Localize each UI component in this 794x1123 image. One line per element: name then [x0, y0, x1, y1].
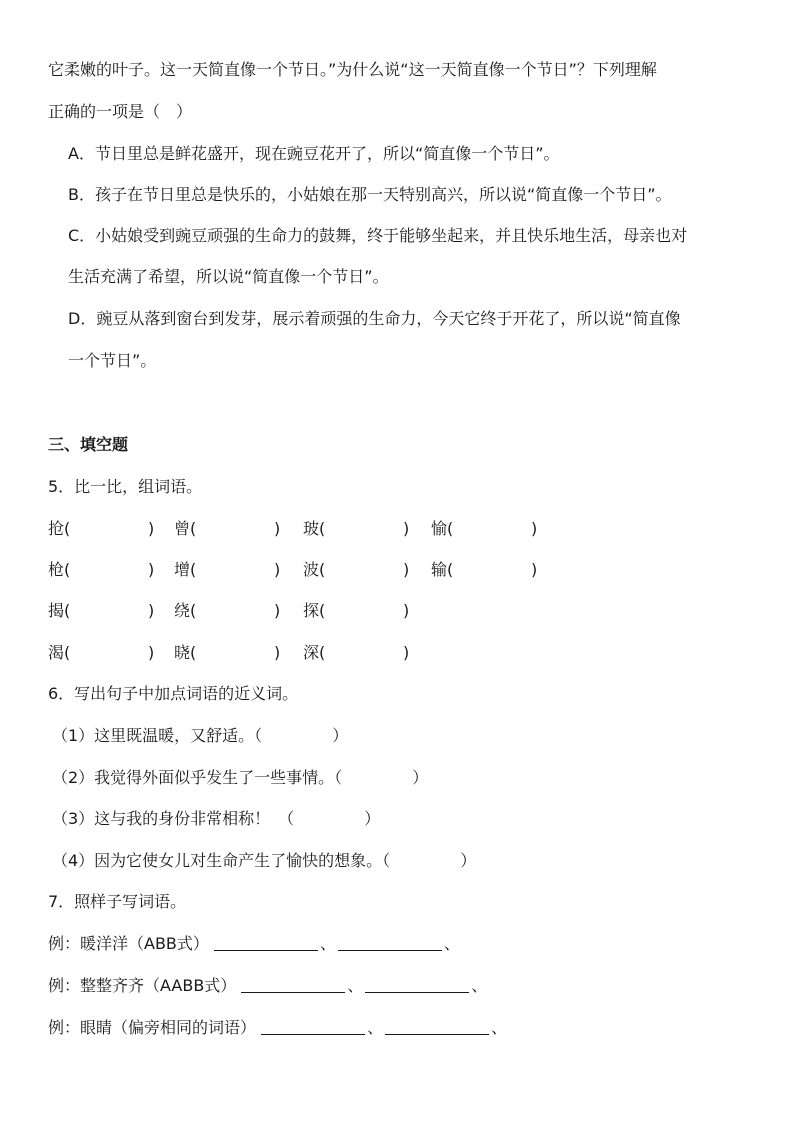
q5-character: 渴: [48, 643, 65, 662]
q6-item-3[interactable]: [52, 808, 380, 830]
close-paren: ）: [364, 809, 381, 828]
q6-item-1[interactable]: [52, 725, 348, 747]
open-paren: (: [64, 643, 71, 662]
q4-text-line2: 正确的一项是（ ）: [48, 102, 193, 121]
q5-cell[interactable]: [174, 642, 294, 664]
close-paren: ）: [412, 768, 429, 787]
q5-cell[interactable]: [174, 600, 294, 622]
q5-cell[interactable]: [174, 559, 294, 581]
close-paren: ): [274, 643, 281, 662]
q5-character: 绕: [174, 601, 191, 620]
separator: 、: [320, 934, 337, 953]
q4-option-d[interactable]: D．豌豆从落到窗台到发芽，展示着顽强的生命力，今天它终于开花了，所以说“简直像: [68, 309, 681, 328]
q7-example-text: 例：整整齐齐（AABB式）: [48, 976, 237, 995]
close-paren: ): [274, 519, 281, 538]
q7-example-text: 例：眼睛（偏旁相同的词语）: [48, 1018, 257, 1037]
q6-item-text: （2）我觉得外面似乎发生了一些事情。（: [52, 768, 343, 787]
q5-cell[interactable]: [303, 559, 423, 581]
q7-example-3: [48, 1017, 509, 1039]
q4-text-line1: 它柔嫩的叶子。这一天简直像一个节日。”为什么说“这一天简直像一个节日”？下列理解: [48, 60, 657, 79]
open-paren: (: [319, 560, 326, 579]
q6-title: 6．写出句子中加点词语的近义词。: [48, 684, 299, 703]
answer-line[interactable]: [365, 976, 469, 993]
open-paren: (: [64, 560, 71, 579]
separator: 、: [347, 976, 364, 995]
open-paren: (: [64, 519, 71, 538]
q5-cell[interactable]: [48, 600, 168, 622]
q5-character: 输: [431, 560, 448, 579]
close-paren: ）: [460, 851, 477, 870]
close-paren: ): [148, 519, 155, 538]
answer-line[interactable]: [338, 934, 442, 951]
open-paren: (: [319, 643, 326, 662]
open-paren: (: [64, 601, 71, 620]
open-paren: (: [447, 560, 454, 579]
answer-line[interactable]: [385, 1018, 489, 1035]
q7-example-2: [48, 975, 489, 997]
open-paren: (: [190, 601, 197, 620]
answer-line[interactable]: [261, 1018, 365, 1035]
separator: 、: [491, 1018, 508, 1037]
q5-title: 5．比一比，组词语。: [48, 477, 203, 496]
q7-title: 7．照样子写词语。: [48, 892, 187, 911]
q6-item-2[interactable]: [52, 767, 428, 789]
open-paren: (: [319, 601, 326, 620]
answer-line[interactable]: [241, 976, 345, 993]
separator: 、: [367, 1018, 384, 1037]
q5-cell[interactable]: [303, 518, 423, 540]
close-paren: ): [148, 601, 155, 620]
open-paren: (: [319, 519, 326, 538]
q5-character: 增: [174, 560, 191, 579]
q4-option-d-cont: 一个节日”。: [68, 351, 157, 370]
q5-character: 抢: [48, 519, 65, 538]
open-paren: (: [447, 519, 454, 538]
answer-line[interactable]: [214, 934, 318, 951]
q5-character: 玻: [303, 519, 320, 538]
q5-character: 深: [303, 643, 320, 662]
close-paren: ): [403, 601, 410, 620]
q5-character: 曾: [174, 519, 191, 538]
close-paren: ): [403, 643, 410, 662]
q7-example-text: 例：暖洋洋（ABB式）: [48, 934, 209, 953]
close-paren: ): [148, 560, 155, 579]
close-paren: ）: [332, 726, 349, 745]
close-paren: ): [403, 519, 410, 538]
q5-cell[interactable]: [431, 559, 551, 581]
separator: 、: [444, 934, 461, 953]
q4-option-a[interactable]: A．节日里总是鲜花盛开，现在豌豆花开了，所以“简直像一个节日”。: [68, 144, 560, 163]
close-paren: ): [403, 560, 410, 579]
q5-character: 枪: [48, 560, 65, 579]
q5-character: 晓: [174, 643, 191, 662]
q4-option-c-cont: 生活充满了希望，所以说“简直像一个节日”。: [68, 267, 389, 286]
close-paren: ): [274, 560, 281, 579]
q5-cell[interactable]: [431, 518, 551, 540]
close-paren: ): [531, 560, 538, 579]
open-paren: (: [190, 560, 197, 579]
q5-character: 探: [303, 601, 320, 620]
q5-cell[interactable]: [303, 642, 423, 664]
q7-example-1: [48, 933, 462, 955]
q4-option-c[interactable]: C．小姑娘受到豌豆顽强的生命力的鼓舞，终于能够坐起来，并且快乐地生活，母亲也对: [68, 226, 688, 245]
q5-character: 愉: [431, 519, 448, 538]
q5-character: 揭: [48, 601, 65, 620]
q4-option-b[interactable]: B．孩子在节日里总是快乐的，小姑娘在那一天特别高兴，所以说“简直像一个节日”。: [68, 185, 672, 204]
q5-cell[interactable]: [48, 642, 168, 664]
q6-item-4[interactable]: [52, 850, 476, 872]
close-paren: ): [148, 643, 155, 662]
q6-item-text: （3）这与我的身份非常相称！ （: [52, 809, 295, 828]
q5-character: 波: [303, 560, 320, 579]
close-paren: ): [274, 601, 281, 620]
q5-cell[interactable]: [303, 600, 423, 622]
q6-item-text: （1）这里既温暖，又舒适。（: [52, 726, 263, 745]
q5-cell[interactable]: [48, 518, 168, 540]
q5-cell[interactable]: [48, 559, 168, 581]
q6-item-text: （4）因为它使女儿对生命产生了愉快的想象。（: [52, 851, 391, 870]
q5-cell[interactable]: [174, 518, 294, 540]
separator: 、: [471, 976, 488, 995]
section-heading: 三、填空题: [48, 435, 129, 454]
open-paren: (: [190, 519, 197, 538]
open-paren: (: [190, 643, 197, 662]
close-paren: ): [531, 519, 538, 538]
